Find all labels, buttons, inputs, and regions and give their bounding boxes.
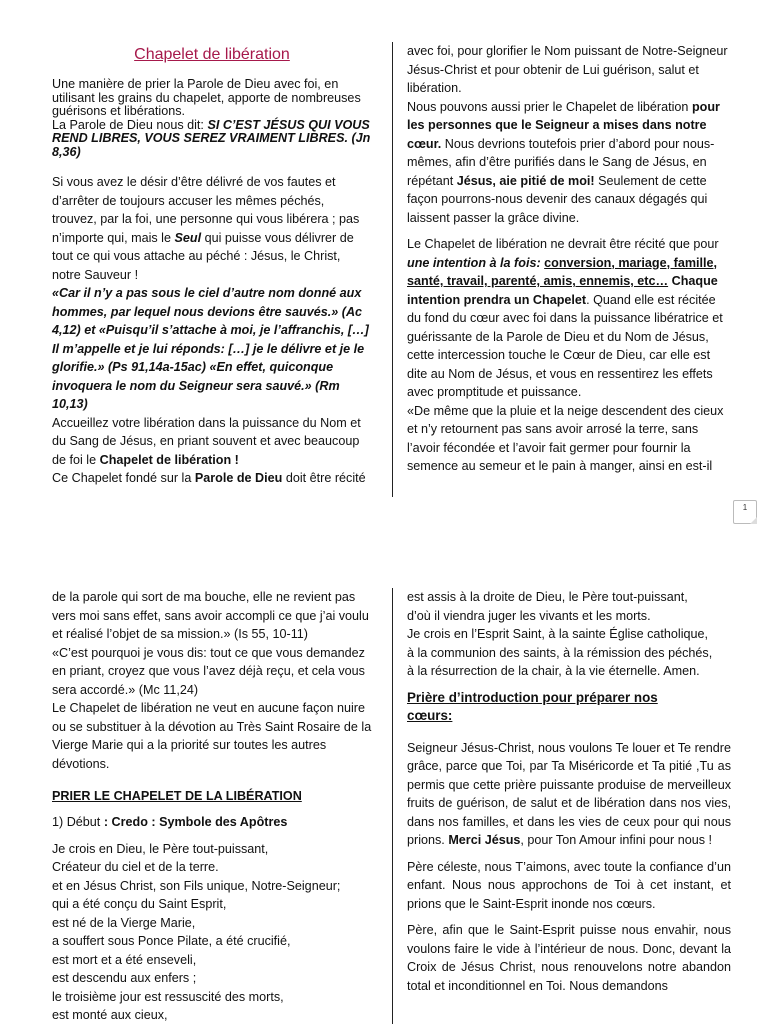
credo-line: le troisième jour est ressuscité des morts, [52,989,284,1004]
debut-label: 1) Début [52,815,104,829]
prayer-heading: Prière d’introduction pour préparer nos cœurs: [407,689,658,723]
fonde-paragraph [52,469,372,488]
section-heading: PRIER LE CHAPELET DE LA LIBÉRATION [52,789,302,803]
column-divider [392,588,393,1024]
intention-text-a: Le Chapelet de libération ne devrait être récité que pour [407,237,719,251]
credo-line: à la résurrection de la chair, à la vie éternelle. Amen. [407,664,700,678]
rosaire-paragraph: Le Chapelet de libération ne veut en aucune façon nuire ou se substituer à la dévotion au Très Saint Rosaire de la Vierge Marie qui a la priorité sur toutes les autres dévotions. [52,701,372,771]
intention-paragraph [407,235,731,402]
credo-line: est assis à la droite de Dieu, le Père tout-puissant, [407,590,688,604]
pere-afin-paragraph: Père, afin que le Saint-Esprit puisse nous envahir, nous voulons faire le vide à l’intérieur de nous. Donc, devant la Croix de Jésus Christ, nous renouvelons notre abandon total et inconditionnel en Toi. Nous demandons [407,923,731,993]
desire-paragraph [52,173,372,284]
pluie-quote: «De même que la pluie et la neige descendent des cieux et n’y retournent pas sans avoir arrosé la terre, sans l’avoir fécondée et l’avoir fait germer pour fournir la semence au semeur et le pain à manger, ainsi en est-il [407,403,724,473]
personnes-emphasis: pour les personnes que le Seigneur a mises dans notre cœur. [407,99,720,151]
merci-emphasis: Merci Jésus [448,833,521,847]
column-divider [392,42,393,497]
pere-celeste-paragraph: Père céleste, nous T’aimons, avec toute la confiance d’un enfant. Nous nous approchons de Toi à cet instant, et prions que le Saint-Esprit inonde nos cœurs. [407,859,731,911]
page-number-badge: 1 [733,500,757,524]
intro-paragraph: Une manière de prier la Parole de Dieu avec foi, en utilisant les grains du chapelet, apporte de nombreuses guérisons et libérations. [52,77,361,118]
parole-paragraph [52,119,372,160]
credo-continuation [407,588,731,681]
credo-line: Créateur du ciel et de la terre. [52,860,219,874]
credo-line: et en Jésus Christ, son Fils unique, Notre-Seigneur; [52,878,341,893]
debut-line [52,813,372,832]
seigneur-text: Seigneur Jésus-Christ, nous voulons Te louer et Te rendre grâce, parce que Toi, par Ta Miséricorde et Ta pitié ,Tu as permis que cette prière puissante produise de merveilleux fruits de guérison, de salut et de libération dans nos vies, dans nos familles, et dans les vies de ceux pour qui nous prions. [407,740,731,847]
page1-right-column [407,42,731,476]
scripture-quote-block: «Car il n’y a pas sous le ciel d’autre nom donné aux hommes, par lequel nous devions être sauvés.» (Ac 4,12) et «Puisqu’il s’attache à moi, je l’affranchis, […] Il m’appelle et je lui réponds: […] je le délivre et je le glorifie.» (Ps 91,14a-15ac) «En effet, quiconque invoquera le nom du Seigneur sera sauvé.» (Rm 10,13) [52,286,369,411]
prier-text-c: Nous devrions toutefois prier d’abord pour nous-mêmes, afin d’être purifiés dans le Sang de Jésus, en répétant [407,136,715,188]
page1-left-column [52,42,372,488]
avec-foi-paragraph: avec foi, pour glorifier le Nom puissant de Notre-Seigneur Jésus-Christ et pour obtenir de Lui guérison, salut et libération. [407,44,728,95]
credo-line: Je crois en l’Esprit Saint, à la sainte Église catholique, [407,627,709,641]
intention-emphasis: une intention à la fois: [407,255,541,270]
intention-text-e: . Quand elle est récitée du fond du cœur avec foi dans la puissance libératrice et guérissante de la Parole de Dieu et du Nom de Jésus, cette intercession touche le Cœur de Dieu, car elle est dite au Nom de Jésus, et vous en ressentirez les effets avec promptitude et puissance. [407,292,723,399]
prier-text-e: Seulement de cette façon pourrons-nous devenir des canaux dégagés qui laissent passer la grâce divine. [407,173,708,225]
credo-line: est né de la Vierge Marie, [52,915,196,930]
credo-line: est descendu aux enfers ; [52,971,197,985]
seigneur-paragraph [407,739,731,850]
credo-line: à la communion des saints, à la rémission des péchés, [407,645,713,660]
credo-label: : Credo : Symbole des Apôtres [103,815,288,829]
seul-emphasis: Seul [174,230,202,245]
marc-quote: «C’est pourquoi je vous dis: tout ce que vous demandez en priant, croyez que vous l’avez déjà reçu, et cela vous sera accordé.» (Mc 11,24) [52,645,365,697]
desire-text-a: Si vous avez le désir d’être délivré de vos fautes et d’arrêter de toujours accuser les mêmes péchés, trouvez, par la foi, une personne qui vous libérera ; pas n’importe qui, mais le [52,175,360,245]
parole-quote: SI C’EST JÉSUS QUI VOUS REND LIBRES, VOUS SEREZ VRAIMENT LIBRES. (Jn 8,36) [52,117,371,159]
document-title: Chapelet de libération [134,46,290,63]
parole-emphasis: Parole de Dieu [194,471,283,485]
prier-text-a: Nous pouvons aussi prier le Chapelet de libération [407,99,692,114]
credo-line: est monté aux cieux, [52,1008,168,1022]
seigneur-text-end: , pour Ton Amour infini pour nous ! [520,833,713,847]
page2-right-column [407,588,731,995]
fonde-text-c: doit être récité [282,471,366,485]
credo-line: Je crois en Dieu, le Père tout-puissant, [52,841,269,856]
desire-text-b: qui puisse vous délivrer de tout ce qui vous attache au péché : Jésus, le Christ, notre Sauveur ! [52,230,354,282]
credo-line: qui a été conçu du Saint Esprit, [52,897,227,911]
accueillez-text: Accueillez votre libération dans la puissance du Nom et du Sang de Jésus, en priant souvent et avec beaucoup de foi le [52,415,361,467]
fonde-text-a: Ce Chapelet fondé sur la [52,471,195,485]
chapelet-emphasis: Chapelet de libération ! [99,452,239,467]
credo-line: d’où il viendra juger les vivants et les morts. [407,608,651,623]
intentions-list: conversion, mariage, famille, santé, travail, parenté, amis, ennemis, etc… [407,255,718,288]
accueillez-paragraph [52,414,372,470]
credo-list [52,840,372,1025]
parole-lead: La Parole de Dieu nous dit: [52,117,208,132]
chaque-intention-emphasis: Chaque intention prendra un Chapelet [407,274,718,307]
page2-left-column [52,588,372,1025]
credo-line: a souffert sous Ponce Pilate, a été crucifié, [52,934,291,948]
parole-continuation: de la parole qui sort de ma bouche, elle ne revient pas vers moi sans effet, sans avoir accompli ce que j’ai voulu et réalisé l’objet de sa mission.» (Is 55, 10-11) [52,590,369,641]
credo-line: est mort et a été enseveli, [52,952,197,967]
pitie-emphasis: Jésus, aie pitié de moi! [456,173,595,188]
prier-pour-paragraph [407,98,731,228]
